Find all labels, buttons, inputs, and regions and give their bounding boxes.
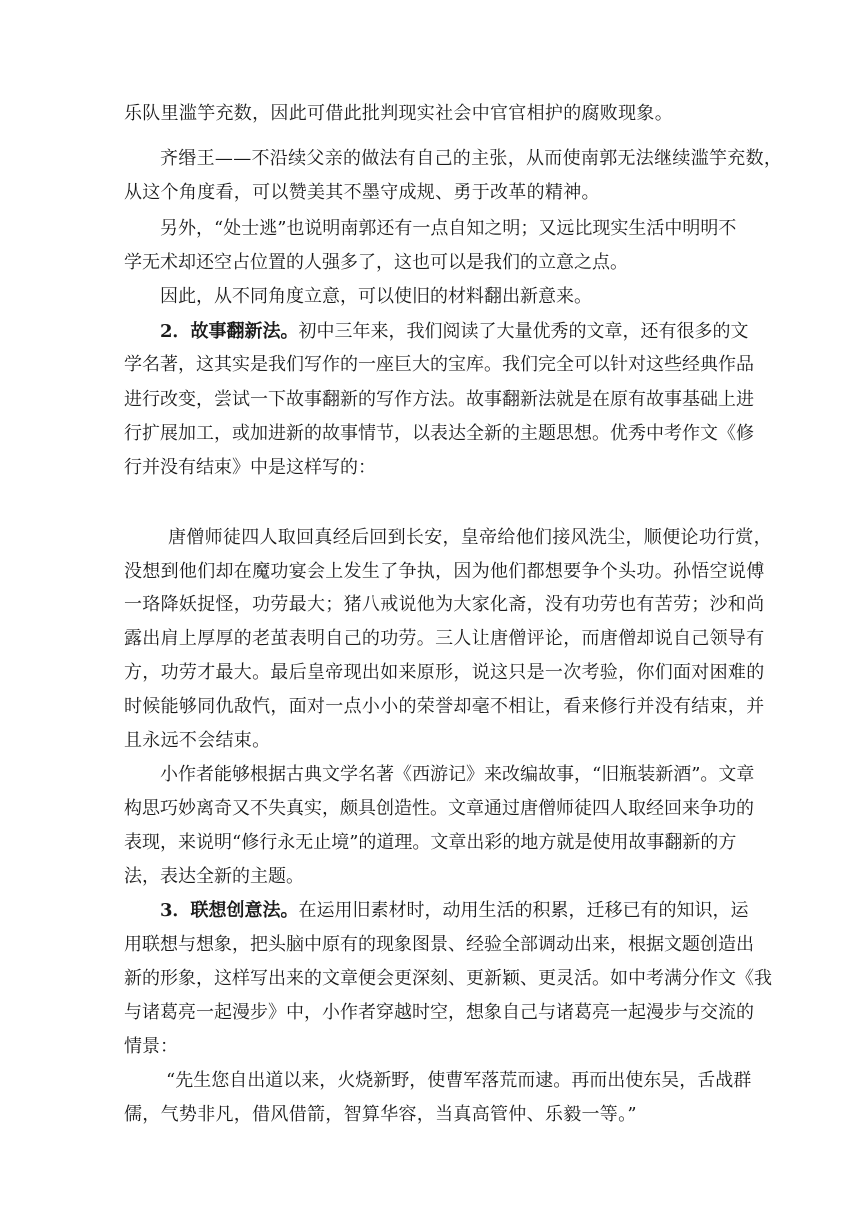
section-heading: 3．联想创意法。: [160, 900, 299, 921]
text-line: 新的形象，这样写出来的文章便会更深刻、更新颖、更灵活。如中考满分作文《我: [124, 968, 772, 989]
text-line: [160, 321, 860, 343]
text-line: 且永远不会结束。: [124, 730, 271, 751]
text-line: 行扩展加工，或加进新的故事情节，以表达全新的主题思想。优秀中考作文《修: [124, 423, 754, 444]
text-line: 另外，“处士逃”也说明南郭还有一点自知之明；又远比现实生活中明明不: [160, 218, 737, 239]
text-line: 学名著，这其实是我们写作的一座巨大的宝库。我们完全可以针对这些经典作品: [124, 354, 754, 375]
text-line: 法，表达全新的主题。: [124, 866, 304, 887]
text-line: 没想到他们却在魔功宴会上发生了争执，因为他们都想要争个头功。孙悟空说傅: [124, 561, 765, 582]
text-span: 在运用旧素材时，动用生活的积累，迁移已有的知识，运: [298, 900, 749, 921]
text-line: 齐缗王——不沿续父亲的做法有自己的主张，从而使南郭无法继续滥竽充数，: [160, 148, 783, 169]
text-line: 一珞降妖捉怪，功劳最大；猪八戒说他为大家化斋，没有功劳也有苦劳；沙和尚: [124, 594, 765, 615]
text-line: “先生您自出道以来，火烧新野，使曹军落荒而逮。再而出使东吴，舌战群: [166, 1070, 752, 1091]
text-line: 唐僧师徒四人取回真经后回到长安，皇帝给他们接风洗尘，顺便论功行赏，: [168, 527, 772, 548]
text-line: 因此，从不同角度立意，可以使旧的材料翻出新意来。: [160, 286, 592, 307]
text-line: 与诸葛亮一起漫步》中，小作者穿越时空，想象自己与诸葛亮一起漫步与交流的: [124, 1002, 754, 1023]
text-line: 行并没有结束》中是这样写的：: [124, 457, 376, 478]
text-line: 学无术却还空占位置的人强多了，这也可以是我们的立意之点。: [124, 252, 628, 273]
text-line: 用联想与想象，把头脑中原有的现象图景、经验全部调动出来，根据文题创造出: [124, 934, 754, 955]
text-line: 小作者能够根据古典文学名著《西游记》来改编故事，“旧瓶装新酒”。文章: [160, 764, 755, 785]
text-line: [160, 900, 860, 922]
text-line: 露出肩上厚厚的老茧表明自己的功劳。三人让唐僧评论，而唐僧却说自己领导有: [124, 628, 765, 649]
section-heading: 2．故事翻新法。: [160, 321, 299, 342]
text-line: 儒，气势非凡，借风借箭，智算华容，当真高管仲、乐毅一等。”: [124, 1104, 637, 1125]
text-line: 进行改变，尝试一下故事翻新的写作方法。故事翻新法就是在原有故事基础上进: [124, 389, 754, 410]
text-line: 从这个角度看，可以赞美其不墨守成规、勇于改革的精神。: [124, 182, 600, 203]
text-line: 情景：: [124, 1036, 178, 1057]
text-line: 乐队里滥竽充数，因此可借此批判现实社会中官官相护的腐败现象。: [124, 103, 673, 124]
text-line: 表现，来说明“修行永无止境”的道理。文章出彩的地方就是使用故事翻新的方: [124, 832, 737, 853]
text-line: 方，功劳才最大。最后皇帝现出如来原形，说这只是一次考验，你们面对困难的: [124, 662, 765, 683]
text-line: 构思巧妙离奇又不失真实，颇具创造性。文章通过唐僧师徒四人取经回来争功的: [124, 798, 754, 819]
text-span: 初中三年来，我们阅读了大量优秀的文章，还有很多的文: [298, 321, 749, 342]
text-line: 时候能够同仇敌忾，面对一点小小的荣誉却毫不相让，看来修行并没有结束，并: [124, 696, 765, 717]
